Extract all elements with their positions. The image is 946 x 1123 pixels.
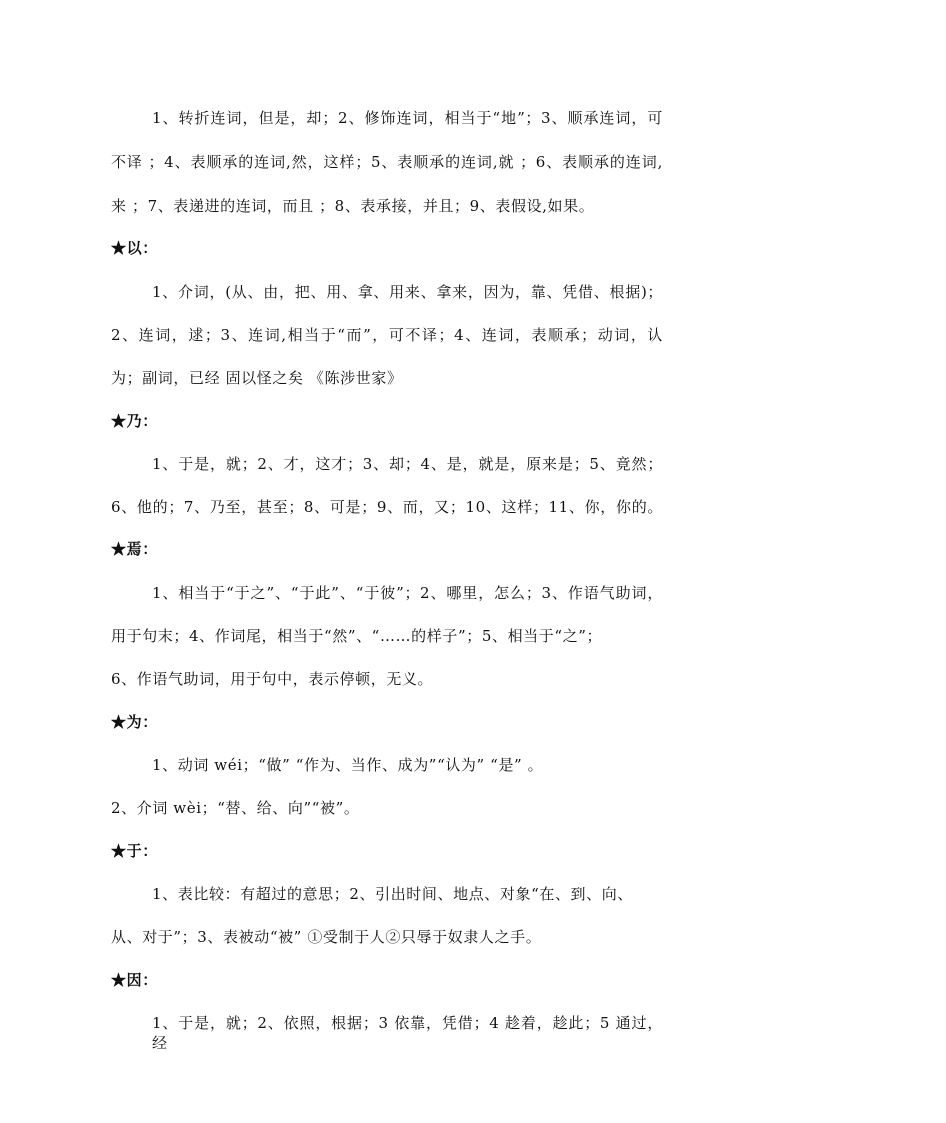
text-line-19: 1、表比较：有超过的意思；2、引出时间、地点、对象“在、到、向、: [152, 885, 633, 903]
text-line-5: 1、介词，(从、由，把、用、拿、用来、拿来，因为，靠、凭借、根据)；: [152, 283, 663, 301]
text-line-20: 从、对于”；3、表被动“被” ①受制于人②只辱于奴隶人之手。: [111, 928, 542, 946]
text-line-10: 6、他的；7、乃至，甚至；8、可是；9、而，又；10、这样；11、你，你的。: [111, 498, 663, 516]
text-line-7: 为；副词，已经 固以怪之矣 《陈涉世家》: [111, 369, 403, 387]
section-heading-yu: ★于：: [111, 842, 158, 860]
section-heading-yi: ★以：: [111, 239, 158, 257]
text-line-1: 1、转折连词，但是，却；2、修饰连词，相当于“地”；3、顺承连词，可: [152, 109, 663, 127]
text-line-9: 1、于是，就；2、才，这才；3、却；4、是，就是，原来是；5、竟然；: [152, 455, 663, 473]
section-heading-yin: ★因：: [111, 971, 158, 989]
text-line-17: 2、介词 wèi；“替、给、向”“被”。: [111, 799, 360, 817]
text-line-22: 1、于是，就；2、依照，根据；3 依靠，凭借；4 趁着，趁此；5 通过，经: [152, 1014, 663, 1052]
section-heading-wei: ★为：: [111, 713, 158, 731]
text-line-14: 6、作语气助词，用于句中，表示停顿，无义。: [111, 670, 434, 688]
section-heading-yan: ★焉：: [111, 540, 158, 558]
text-line-3: 来 ；7、表递进的连词，而且 ；8、表承接，并且；9、表假设,如果。: [111, 197, 595, 215]
text-line-12: 1、相当于“于之”、“于此”、“于彼”；2、哪里，怎么；3、作语气助词，: [152, 584, 663, 602]
text-line-6: 2、连词，逑；3、连词,相当于“而”，可不译；4、连词，表顺承；动词，认: [111, 326, 663, 344]
text-line-2: 不译 ；4、表顺承的连词,然，这样；5、表顺承的连词,就 ；6、表顺承的连词,: [111, 153, 663, 171]
section-heading-nai: ★乃：: [111, 412, 158, 430]
text-line-16: 1、动词 wéi；“做” “作为、当作、成为”“认为” “是” 。: [152, 756, 544, 774]
text-line-13: 用于句末；4、作词尾，相当于“然”、“……的样子”；5、相当于“之”；: [111, 627, 603, 645]
